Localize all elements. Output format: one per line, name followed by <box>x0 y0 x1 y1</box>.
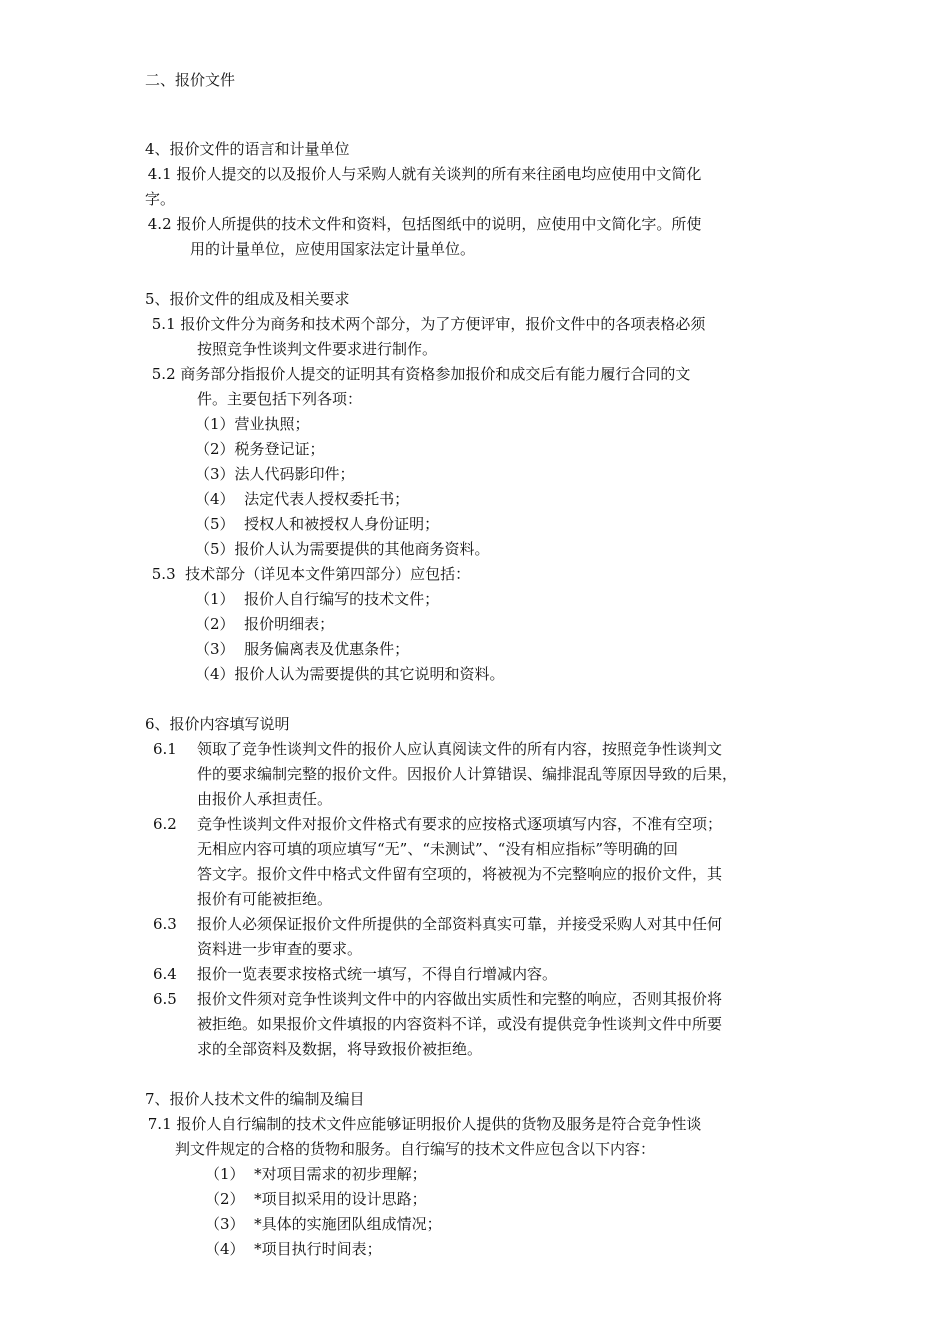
clause-4-1-line-2: 字。 <box>145 190 176 208</box>
list-item: （1） 报价人自行编写的技术文件； <box>195 590 440 608</box>
section-7-heading: 7、报价人技术文件的编制及编目 <box>145 1090 365 1108</box>
list-item: （2） 报价明细表； <box>195 615 335 633</box>
clause-6-2-line: 答文字。报价文件中格式文件留有空项的，将被视为不完整响应的报价文件，其 <box>197 865 723 883</box>
list-item: （3）法人代码影印件； <box>195 465 355 483</box>
clause-6-5-line: 报价文件须对竞争性谈判文件中的内容做出实质性和完整的响应，否则其报价将 <box>197 990 723 1008</box>
clause-5-2-line-1: 5.2 商务部分指报价人提交的证明其有资格参加报价和成交后有能力履行合同的文 <box>147 365 691 383</box>
list-item: （4） *项目执行时间表； <box>205 1240 382 1258</box>
clause-6-5-line: 被拒绝。如果报价文件填报的内容资料不详，或没有提供竞争性谈判文件中所要 <box>197 1015 723 1033</box>
clause-6-3-line: 报价人必须保证报价文件所提供的全部资料真实可靠，并接受采购人对其中任何 <box>197 915 723 933</box>
clause-7-1-line-2: 判文件规定的合格的货物和服务。自行编写的技术文件应包含以下内容： <box>175 1140 656 1158</box>
clause-6-3-number: 6.3 <box>153 915 177 933</box>
clause-6-1-line: 领取了竞争性谈判文件的报价人应认真阅读文件的所有内容，按照竞争性谈判文 <box>197 740 723 758</box>
list-item: （5） 授权人和被授权人身份证明； <box>195 515 440 533</box>
clause-4-2-line-1: 4.2 报价人所提供的技术文件和资料，包括图纸中的说明，应使用中文简化字。所使 <box>143 215 702 233</box>
clause-6-2-line: 无相应内容可填的项应填写“无”、“未测试”、“没有相应指标”等明确的回 <box>197 840 679 858</box>
list-item: （1）营业执照； <box>195 415 310 433</box>
clause-6-1-line: 件的要求编制完整的报价文件。因报价人计算错误、编排混乱等原因导致的后果， <box>197 765 738 783</box>
section-6-heading: 6、报价内容填写说明 <box>145 715 290 733</box>
clause-5-1-line-1: 5.1 报价文件分为商务和技术两个部分，为了方便评审，报价文件中的各项表格必须 <box>147 315 706 333</box>
clause-6-5-line: 求的全部资料及数据，将导致报价被拒绝。 <box>197 1040 483 1058</box>
clause-6-4-number: 6.4 <box>153 965 177 983</box>
list-item: （4）报价人认为需要提供的其它说明和资料。 <box>195 665 505 683</box>
clause-5-3-line-1: 5.3 技术部分（详见本文件第四部分）应包括： <box>147 565 471 583</box>
clause-6-1-line: 由报价人承担责任。 <box>197 790 333 808</box>
list-item: （4） 法定代表人授权委托书； <box>195 490 410 508</box>
list-item: （5）报价人认为需要提供的其他商务资料。 <box>195 540 490 558</box>
clause-5-1-line-2: 按照竞争性谈判文件要求进行制作。 <box>197 340 438 358</box>
clause-6-4-line: 报价一览表要求按格式统一填写，不得自行增减内容。 <box>197 965 558 983</box>
list-item: （3） 服务偏离表及优惠条件； <box>195 640 410 658</box>
list-item: （2）税务登记证； <box>195 440 325 458</box>
clause-6-2-number: 6.2 <box>153 815 177 833</box>
list-item: （1） *对项目需求的初步理解； <box>205 1165 427 1183</box>
clause-6-1-number: 6.1 <box>153 740 177 758</box>
clause-5-2-line-2: 件。主要包括下列各项： <box>197 390 363 408</box>
section-4-heading: 4、报价文件的语言和计量单位 <box>145 140 350 158</box>
clause-6-2-line: 报价有可能被拒绝。 <box>197 890 333 908</box>
clause-6-5-number: 6.5 <box>153 990 177 1008</box>
clause-4-1-line-1: 4.1 报价人提交的以及报价人与采购人就有关谈判的所有来往函电均应使用中文简化 <box>143 165 702 183</box>
section-5-heading: 5、报价文件的组成及相关要求 <box>145 290 350 308</box>
clause-4-2-line-2: 用的计量单位，应使用国家法定计量单位。 <box>190 240 476 258</box>
clause-6-2-line: 竞争性谈判文件对报价文件格式有要求的应按格式逐项填写内容，不准有空项； <box>197 815 723 833</box>
list-item: （3） *具体的实施团队组成情况； <box>205 1215 442 1233</box>
part-title: 二、报价文件 <box>145 71 236 89</box>
clause-7-1-line-1: 7.1 报价人自行编制的技术文件应能够证明报价人提供的货物及服务是符合竞争性谈 <box>143 1115 702 1133</box>
list-item: （2） *项目拟采用的设计思路； <box>205 1190 427 1208</box>
clause-6-3-line: 资料进一步审查的要求。 <box>197 940 363 958</box>
